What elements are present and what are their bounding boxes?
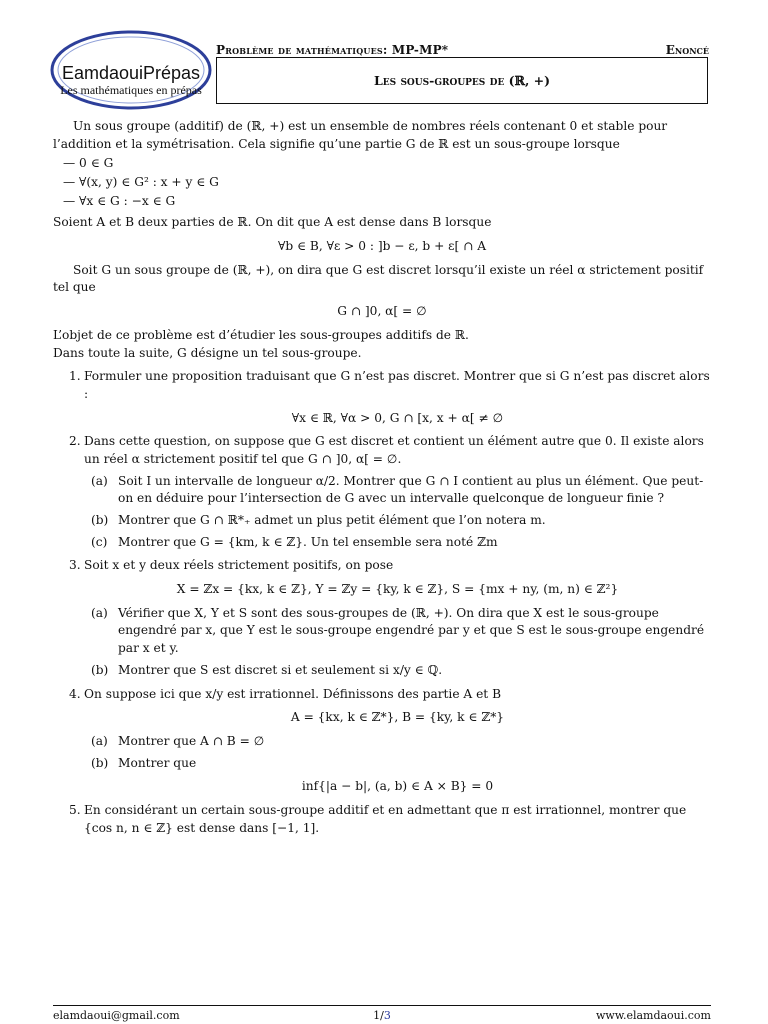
doc-type: Problème de mathématiques: MP-MP*	[216, 43, 449, 57]
subquestion-2c	[84, 534, 711, 552]
conditions-list	[63, 155, 711, 212]
subquestion-text: Montrer que	[118, 755, 197, 770]
question-number: 5.	[69, 802, 81, 817]
question-4	[53, 686, 711, 796]
condition-item: — 0 ∈ G	[63, 156, 114, 171]
subquestion-3a	[84, 605, 711, 658]
question-5	[53, 802, 711, 837]
subquestion-label: (b)	[91, 513, 109, 527]
question-3	[53, 557, 711, 679]
subquestion-text: Soit I un intervalle de longueur α/2. Montrer que G ∩ I contient au plus un élément. Que peut-on en déduire pour l’intersection de G avec un intervalle quelconque de longueur finie ?	[118, 473, 704, 506]
subquestion-3b	[84, 662, 711, 680]
title-box	[216, 57, 708, 104]
subquestion-label: (a)	[91, 605, 108, 620]
footer-email: elamdaoui@gmail.com	[53, 1009, 180, 1022]
subquestion-label: (c)	[91, 534, 108, 549]
intro-paragraph-3: Soit G un sous groupe de (ℝ, +), on dira que G est discret lorsqu’il existe un réel α strictement positif tel que	[53, 262, 704, 295]
main-content	[53, 118, 711, 837]
dense-formula: ∀b ∈ B, ∀ε > 0 : ]b − ε, b + ε[ ∩ A	[277, 239, 487, 254]
question-formula: ∀x ∈ ℝ, ∀α > 0, G ∩ [x, x + α[ ≠ ∅	[291, 410, 504, 425]
subquestion-label: (a)	[91, 733, 108, 748]
question-formula: X = ℤx = {kx, k ∈ ℤ}, Y = ℤy = {ky, k ∈ ℤ}, S = {mx + ny, (m, n) ∈ ℤ²}	[176, 582, 619, 597]
condition-item: — ∀(x, y) ∈ G² : x + y ∈ G	[63, 175, 219, 190]
question-text: Soit x et y deux réels strictement positifs, on pose	[84, 558, 394, 573]
page-total-link[interactable]: 3	[383, 1009, 391, 1022]
question-formula: A = {kx, k ∈ ℤ*}, B = {ky, k ∈ ℤ*}	[290, 710, 505, 725]
question-text: En considérant un certain sous-groupe additif et en admettant que π est irrationnel, montrer que {cos n, n ∈ ℤ} est dense dans [−1, 1].	[84, 802, 687, 835]
section-label: Enoncé	[665, 43, 709, 57]
question-number: 4.	[69, 686, 81, 701]
discrete-formula: G ∩ ]0, α[ = ∅	[337, 304, 427, 319]
question-number: 2.	[69, 434, 81, 449]
footer-website: www.elamdaoui.com	[596, 1009, 711, 1022]
question-text: Dans cette question, on suppose que G est discret et contient un élément autre que 0. Il existe alors un réel α strictement positif tel que G ∩ ]0, α[ = ∅.	[84, 434, 704, 466]
question-text: On suppose ici que x/y est irrationnel. Définissons des partie A et B	[84, 686, 502, 701]
subquestion-text: Montrer que A ∩ B = ∅	[118, 733, 265, 748]
subquestion-label: (b)	[91, 662, 109, 677]
subquestion-2a	[84, 473, 711, 508]
intro-paragraph-5: Dans toute la suite, G désigne un tel sous-groupe.	[53, 345, 362, 360]
question-number: 1.	[69, 369, 81, 384]
logo-brand: EamdaouiPrépas	[61, 63, 201, 83]
question-2	[53, 433, 711, 551]
intro-paragraph-2: Soient A et B deux parties de ℝ. On dit que A est dense dans B lorsque	[53, 215, 492, 230]
footer	[53, 1008, 711, 1022]
logo	[50, 30, 212, 110]
logo-tagline: Les mathématiques en prépas	[60, 83, 202, 97]
condition-item: — ∀x ∈ G : −x ∈ G	[63, 194, 176, 209]
subquestion-text: Vérifier que X, Y et S sont des sous-groupes de (ℝ, +). On dira que X est le sous-groupe engendré par x, que Y est le sous-groupe engendré par y et que S est le sous-groupe engendré par x et y.	[118, 605, 705, 656]
intro-paragraph-1: Un sous groupe (additif) de (ℝ, +) est un ensemble de nombres réels contenant 0 et stable pour l’addition et la symétrisation. Cela signifie qu’une partie G de ℝ est un sous-groupe lorsque	[53, 119, 668, 151]
page-title: Les sous-groupes de (ℝ, +)	[373, 73, 551, 88]
subquestion-text: Montrer que G = {km, k ∈ ℤ}. Un tel ensemble sera noté ℤm	[118, 534, 498, 549]
question-1	[53, 368, 711, 427]
subquestion-4a	[84, 733, 711, 751]
question-text: Formuler une proposition traduisant que G n’est pas discret. Montrer que si G n’est pas discret alors :	[84, 369, 710, 401]
question-number: 3.	[69, 558, 81, 573]
footer-rule	[53, 1005, 711, 1006]
subquestion-label: (b)	[91, 755, 109, 770]
subquestion-label: (a)	[91, 473, 108, 488]
subquestion-text: Montrer que G ∩ ℝ*₊ admet un plus petit élément que l’on notera m.	[118, 513, 546, 527]
subquestion-4b	[84, 755, 711, 773]
question-formula-b: inf{|a − b|, (a, b) ∈ A × B} = 0	[301, 779, 494, 794]
page-current: 1/	[373, 1009, 384, 1022]
subquestion-text: Montrer que S est discret si et seulement si x/y ∈ ℚ.	[118, 662, 443, 677]
intro-paragraph-4: L’objet de ce problème est d’étudier les sous-groupes additifs de ℝ.	[53, 327, 469, 342]
subquestion-2b	[84, 512, 711, 530]
